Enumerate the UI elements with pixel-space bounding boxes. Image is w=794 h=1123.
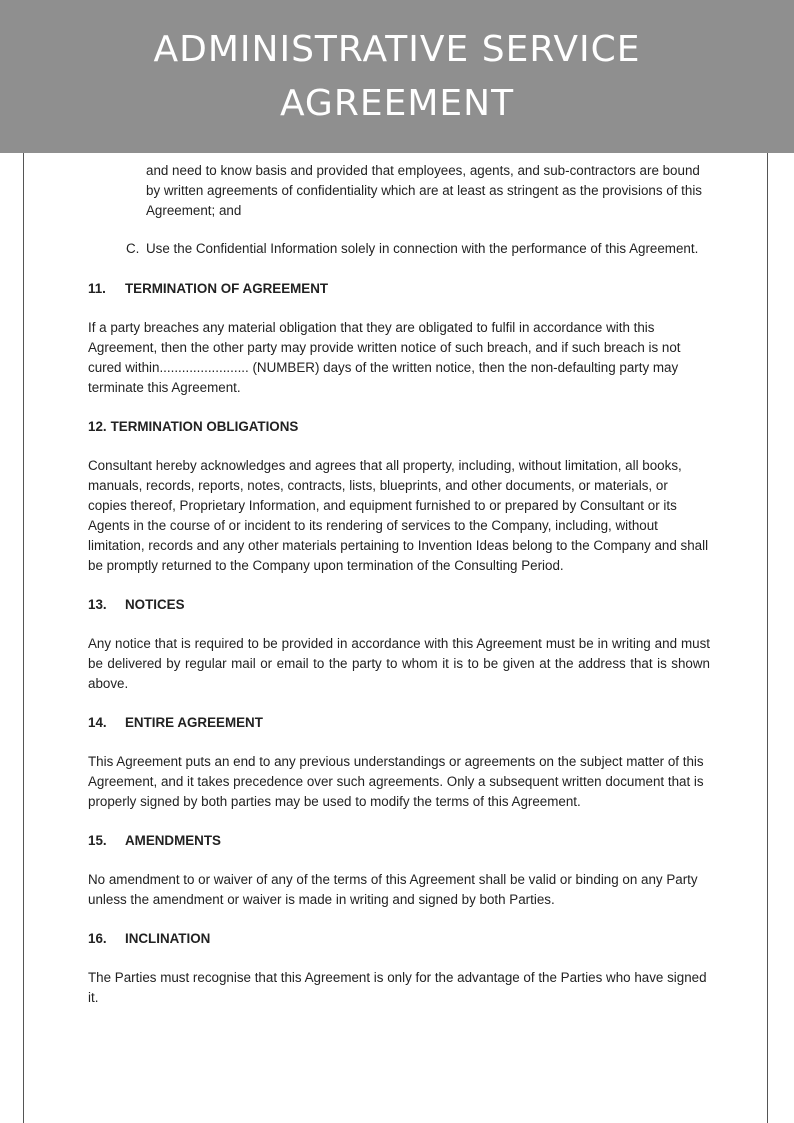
- section-heading-16: [88, 929, 710, 949]
- section-number: 13.: [88, 597, 107, 612]
- section-heading-14: [88, 713, 710, 733]
- list-item-text: Use the Confidential Information solely in connection with the performance of this Agreement.: [146, 241, 699, 256]
- list-marker: C.: [126, 241, 140, 256]
- banner-title-line-1: ADMINISTRATIVE SERVICE: [153, 28, 641, 70]
- section-number: 12.: [88, 419, 107, 434]
- document-body: [88, 153, 710, 1008]
- title-banner: [0, 0, 794, 153]
- section-number: 14.: [88, 715, 107, 730]
- list-item-c: [88, 239, 710, 259]
- section-heading-13: [88, 595, 710, 615]
- section-number: 11.: [88, 281, 106, 296]
- section-heading-15: [88, 831, 710, 851]
- section-title: AMENDMENTS: [125, 833, 221, 848]
- section-heading-11: [88, 279, 710, 299]
- section-body-16: The Parties must recognise that this Agreement is only for the advantage of the Parties who have signed it.: [88, 970, 707, 1005]
- banner-title-line-2: AGREEMENT: [279, 82, 515, 124]
- section-body-13: Any notice that is required to be provided in accordance with this Agreement must be in writing and must be delivered by regular mail or email to the party to whom it is to be given at the address that is shown above.: [88, 636, 710, 691]
- section-body-14: This Agreement puts an end to any previous understandings or agreements on the subject matter of this Agreement, and it takes precedence over such agreements. Only a subsequent written document that is properly signed by both parties may be used to modify the terms of this Agreement.: [88, 754, 704, 809]
- section-title: TERMINATION OBLIGATIONS: [110, 419, 299, 434]
- page-border-right: [767, 153, 768, 1123]
- page-border-left: [23, 153, 24, 1123]
- continued-clause: and need to know basis and provided that employees, agents, and sub-contractors are bound by written agreements of confidentiality which are at least as stringent as the provisions of this Agreement; and: [146, 163, 702, 218]
- section-title: NOTICES: [125, 597, 185, 612]
- section-title: TERMINATION OF AGREEMENT: [125, 281, 329, 296]
- section-title: INCLINATION: [125, 931, 211, 946]
- section-number: 16.: [88, 931, 107, 946]
- section-body-12: Consultant hereby acknowledges and agrees that all property, including, without limitation, all books, manuals, records, reports, notes, contracts, lists, blueprints, and other documents, or materials, or copies thereof, Proprietary Information, and equipment furnished to or prepared by Consultant or its Agents in the course of or incident to its rendering of services to the Company, including, without limitation, records and any other materials pertaining to Invention Ideas belong to the Company and shall be promptly returned to the Company upon termination of the Consulting Period.: [88, 458, 709, 573]
- section-number: 15.: [88, 833, 107, 848]
- section-title: ENTIRE AGREEMENT: [125, 715, 263, 730]
- section-body-15: No amendment to or waiver of any of the terms of this Agreement shall be valid or binding on any Party unless the amendment or waiver is made in writing and signed by both Parties.: [88, 872, 698, 907]
- section-body-11: If a party breaches any material obligation that they are obligated to fulfil in accordance with this Agreement, then the other party may provide written notice of such breach, and if such breach is not cured within........................ (NUMBER) days of the written notice, then the non-defaulting party may terminate this Agreement.: [88, 320, 681, 395]
- section-heading-12: [88, 417, 710, 437]
